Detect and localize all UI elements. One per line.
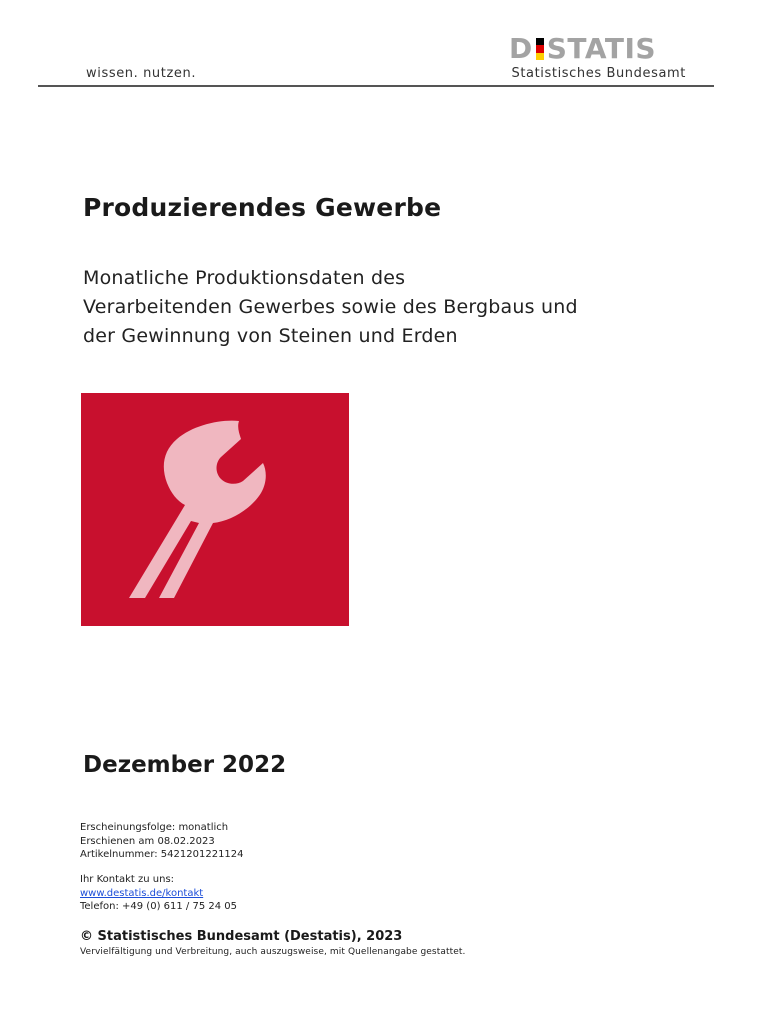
- copyright-notice: © Statistisches Bundesamt (Destatis), 2023: [80, 929, 403, 944]
- german-flag-icon: [536, 38, 544, 60]
- subtitle-line: Monatliche Produktionsdaten des: [83, 267, 406, 289]
- flag-stripe-red: [536, 45, 544, 52]
- contact-link[interactable]: www.destatis.de/kontakt: [80, 887, 204, 899]
- organization-name: Statistisches Bundesamt: [511, 66, 686, 81]
- flag-stripe-black: [536, 38, 544, 45]
- header-divider: [38, 85, 714, 87]
- destatis-logo: [509, 32, 657, 65]
- contact-info: [80, 873, 237, 914]
- article-number: Artikelnummer: 5421201221124: [80, 849, 244, 860]
- wrench-icon: [81, 393, 349, 626]
- publication-frequency: Erscheinungsfolge: monatlich: [80, 822, 229, 833]
- publication-info: [80, 821, 244, 862]
- flag-stripe-gold: [536, 53, 544, 60]
- page-title: Produzierendes Gewerbe: [83, 193, 442, 222]
- publication-date: Erschienen am 08.02.2023: [80, 835, 215, 847]
- contact-label: Ihr Kontakt zu uns:: [80, 874, 175, 885]
- tagline: wissen. nutzen.: [86, 66, 197, 81]
- logo-text-left: D: [509, 32, 533, 65]
- logo-text-right: STATIS: [546, 32, 657, 65]
- contact-phone: Telefon: +49 (0) 611 / 75 24 05: [80, 901, 237, 912]
- reproduction-notice: Vervielfältigung und Verbreitung, auch auszugsweise, mit Quellenangabe gestattet.: [80, 947, 466, 957]
- cover-image: [81, 393, 349, 626]
- subtitle: [83, 264, 578, 351]
- subtitle-line: der Gewinnung von Steinen und Erden: [83, 325, 458, 347]
- report-period: Dezember 2022: [83, 752, 287, 778]
- subtitle-line: Verarbeitenden Gewerbes sowie des Bergbaus und: [83, 296, 578, 318]
